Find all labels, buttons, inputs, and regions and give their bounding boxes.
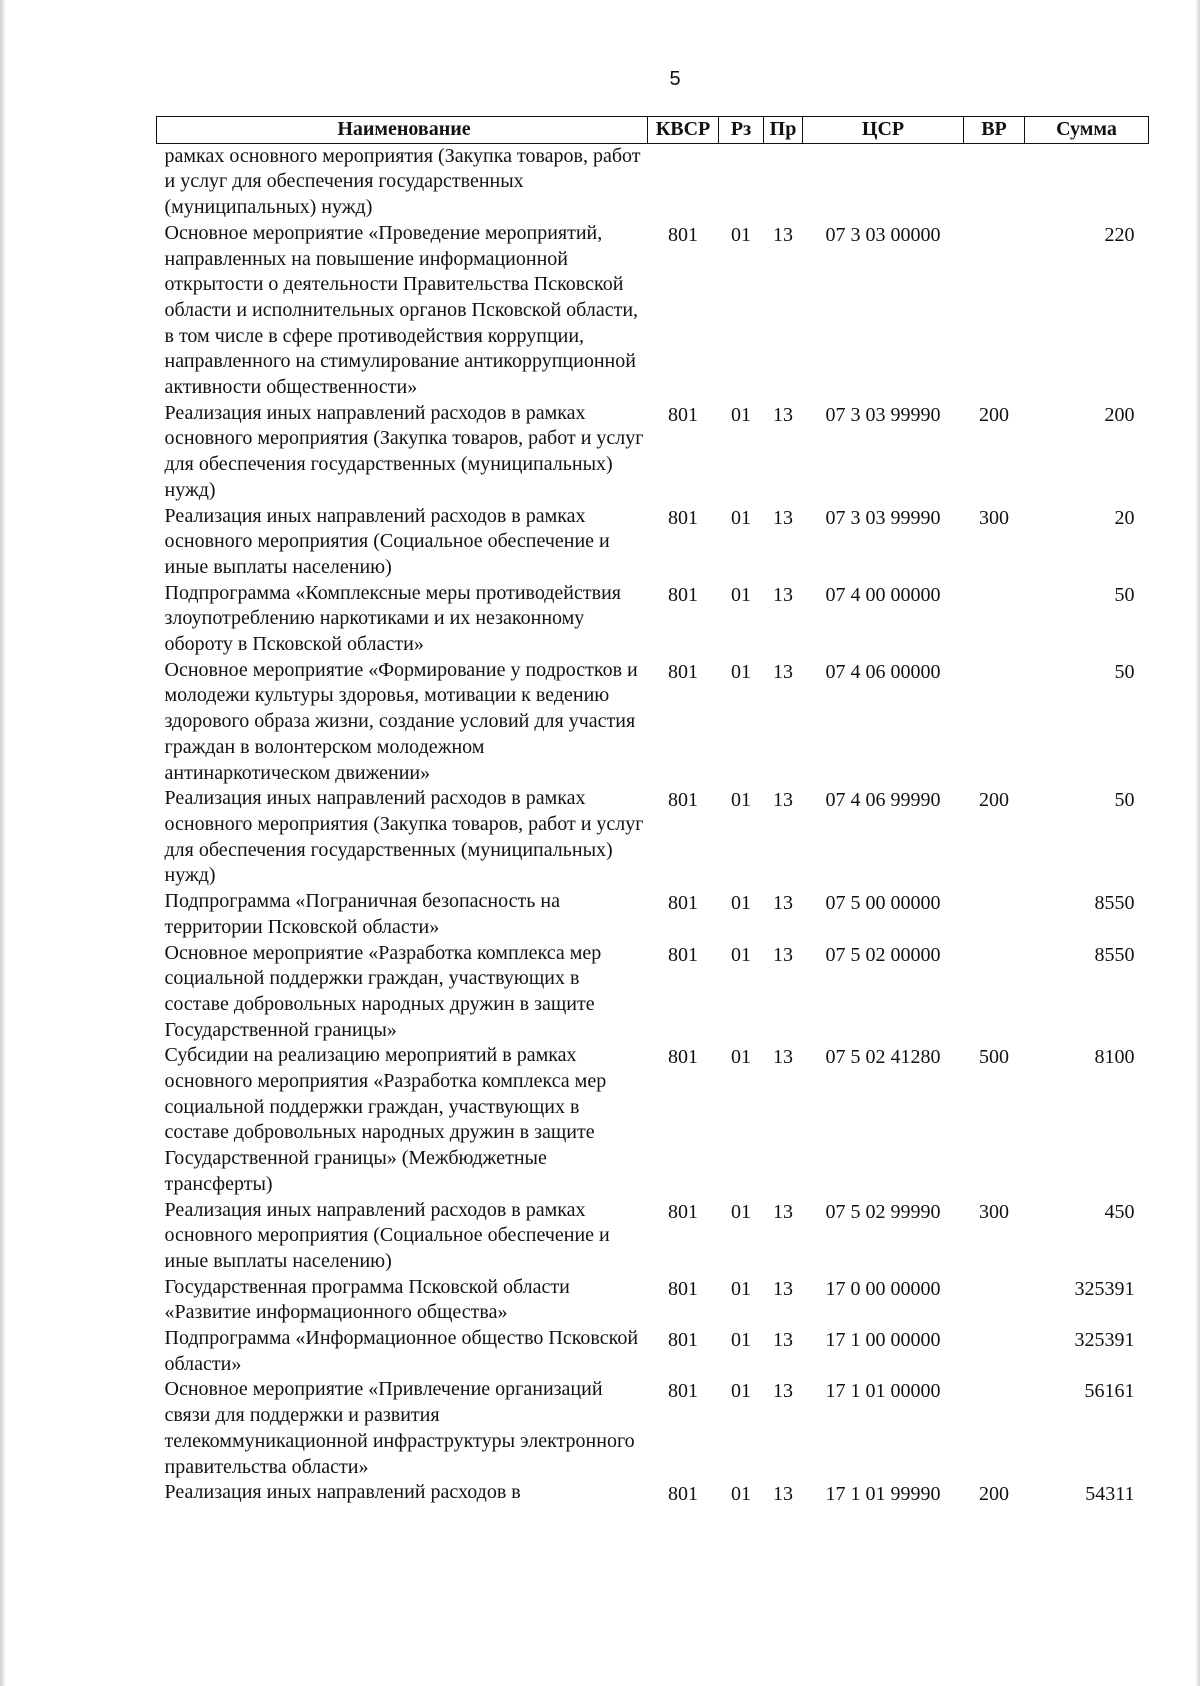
cell-kvsr: 801 [668, 1380, 698, 1403]
table-row [157, 504, 1149, 581]
cell-name: Подпрограмма «Пограничная безопасность на территории Псковской области» [164, 890, 560, 938]
cell-pr: 13 [773, 1277, 793, 1300]
cell-kvsr: 801 [668, 506, 698, 529]
cell-csr: 17 0 00 00000 [825, 1277, 941, 1300]
cell-vr [964, 1275, 1025, 1326]
cell-sum: 220 [1104, 223, 1135, 246]
cell-rz: 01 [731, 789, 751, 812]
cell-name: Основное мероприятие «Привлечение организаций связи для поддержки и развития телекоммуникационной инфраструктуры электронного правительства области» [164, 1378, 635, 1478]
cell-name: Государственная программа Псковской области «Развитие информационного общества» [164, 1275, 570, 1324]
cell-sum [1025, 143, 1149, 221]
cell-name: Реализация иных направлений расходов в рамках основного мероприятия (Социальное обеспечение и иные выплаты населению) [164, 1198, 610, 1272]
cell-vr: 200 [979, 403, 1009, 426]
cell-vr [964, 1326, 1025, 1377]
table-row [157, 941, 1149, 1044]
cell-name: Подпрограмма «Информационное общество Псковской области» [164, 1327, 639, 1375]
cell-pr: 13 [773, 1046, 793, 1069]
table-row [157, 1275, 1149, 1326]
cell-pr: 13 [773, 892, 793, 915]
cell-rz: 01 [731, 892, 751, 915]
table-row [157, 786, 1149, 889]
cell-pr: 13 [773, 583, 793, 606]
cell-csr: 07 3 03 99990 [825, 506, 941, 529]
cell-pr: 13 [773, 1380, 793, 1403]
table-header-row [157, 117, 1149, 144]
table-row [157, 1043, 1149, 1197]
cell-kvsr: 801 [668, 1046, 698, 1069]
cell-name: Реализация иных направлений расходов в рамках основного мероприятия (Социальное обеспечение и иные выплаты населению) [164, 504, 610, 578]
cell-rz: 01 [731, 1200, 751, 1223]
cell-sum: 50 [1114, 583, 1135, 606]
table-row [157, 658, 1149, 787]
cell-name: Субсидии на реализацию мероприятий в рамках основного мероприятия «Разработка комплекса мер социальной поддержки граждан, участвующих в составе добровольных народных дружин в защите Государственной границы» (Межбюджетные трансферты) [164, 1044, 607, 1195]
table-row [157, 581, 1149, 658]
cell-sum: 50 [1114, 789, 1135, 812]
header-pr: Пр [764, 117, 803, 144]
cell-sum: 325391 [1074, 1329, 1135, 1352]
table-row [157, 1480, 1149, 1508]
header-rz: Рз [719, 117, 764, 144]
cell-kvsr [648, 143, 719, 221]
table-body [157, 143, 1149, 1508]
scan-edge-right [1195, 0, 1200, 1686]
cell-csr: 17 1 01 00000 [825, 1380, 941, 1403]
cell-pr: 13 [773, 1200, 793, 1223]
cell-rz: 01 [731, 943, 751, 966]
cell-csr [803, 143, 964, 221]
page-number: 5 [669, 68, 681, 90]
cell-sum: 450 [1104, 1200, 1135, 1223]
table-row [157, 1377, 1149, 1480]
cell-kvsr: 801 [668, 943, 698, 966]
cell-vr [964, 221, 1025, 401]
cell-pr: 13 [773, 789, 793, 812]
cell-sum: 20 [1114, 506, 1135, 529]
cell-sum: 8550 [1094, 943, 1135, 966]
cell-pr: 13 [773, 1483, 793, 1506]
cell-pr: 13 [773, 1329, 793, 1352]
cell-sum: 50 [1114, 660, 1135, 683]
cell-sum: 8100 [1094, 1046, 1135, 1069]
cell-csr: 07 5 00 00000 [825, 892, 941, 915]
cell-csr: 07 4 06 00000 [825, 660, 941, 683]
cell-csr: 07 5 02 41280 [825, 1046, 941, 1069]
cell-name: Основное мероприятие «Проведение мероприятий, направленных на повышение информационной открытости о деятельности Правительства Псковской области и исполнительных органов Псковской области, в том числе в сфере противодействия коррупции, направленного на стимулирование антикоррупционной активности общественности» [164, 221, 639, 399]
cell-kvsr: 801 [668, 1329, 698, 1352]
cell-vr [964, 941, 1025, 1044]
cell-name: Основное мероприятие «Формирование у подростков и молодежи культуры здоровья, мотивации к ведению здорового образа жизни, создание условий для участия граждан в волонтерском молодежном антинаркотическом движении» [164, 658, 638, 784]
cell-pr: 13 [773, 943, 793, 966]
cell-sum: 8550 [1094, 892, 1135, 915]
cell-kvsr: 801 [668, 403, 698, 426]
cell-csr: 17 1 00 00000 [825, 1329, 941, 1352]
cell-rz: 01 [731, 583, 751, 606]
table-row [157, 143, 1149, 221]
cell-csr: 07 4 00 00000 [825, 583, 941, 606]
cell-vr: 300 [979, 1200, 1009, 1223]
cell-csr: 07 3 03 99990 [825, 403, 941, 426]
scan-edge-left [0, 0, 6, 1686]
cell-name: Основное мероприятие «Разработка комплекса мер социальной поддержки граждан, участвующих в составе добровольных народных дружин в защите Государственной границы» [164, 941, 602, 1041]
cell-vr: 200 [979, 789, 1009, 812]
cell-pr: 13 [773, 506, 793, 529]
cell-vr [964, 581, 1025, 658]
cell-sum: 56161 [1084, 1380, 1135, 1403]
cell-name: Реализация иных направлений расходов в рамках основного мероприятия (Закупка товаров, работ и услуг для обеспечения государственных (муниципальных) нужд) [164, 787, 644, 887]
cell-kvsr: 801 [668, 223, 698, 246]
cell-vr [964, 1377, 1025, 1480]
cell-pr: 13 [773, 403, 793, 426]
header-vr: ВР [964, 117, 1025, 144]
cell-name: Подпрограмма «Комплексные меры противодействия злоупотреблению наркотиками и их незаконному обороту в Псковской области» [164, 581, 621, 656]
table-row [157, 1198, 1149, 1275]
header-csr: ЦСР [803, 117, 964, 144]
cell-rz: 01 [731, 1329, 751, 1352]
cell-rz: 01 [731, 1046, 751, 1069]
cell-vr: 200 [979, 1483, 1009, 1506]
cell-name: рамках основного мероприятия (Закупка товаров, работ и услуг для обеспечения государственных (муниципальных) нужд) [164, 144, 641, 219]
cell-vr [964, 889, 1025, 940]
cell-rz: 01 [731, 403, 751, 426]
cell-pr: 13 [773, 223, 793, 246]
table-row [157, 401, 1149, 504]
cell-kvsr: 801 [668, 789, 698, 812]
cell-kvsr: 801 [668, 1483, 698, 1506]
cell-rz: 01 [731, 1483, 751, 1506]
cell-vr [964, 143, 1025, 221]
cell-sum: 54311 [1085, 1483, 1135, 1506]
cell-vr: 500 [979, 1046, 1009, 1069]
cell-kvsr: 801 [668, 1200, 698, 1223]
cell-kvsr: 801 [668, 660, 698, 683]
header-sum: Сумма [1025, 117, 1149, 144]
cell-vr [964, 658, 1025, 787]
cell-name: Реализация иных направлений расходов в [164, 1481, 521, 1504]
cell-rz [719, 143, 764, 221]
cell-sum: 200 [1104, 403, 1135, 426]
table-row [157, 221, 1149, 401]
cell-csr: 07 5 02 99990 [825, 1200, 941, 1223]
cell-rz: 01 [731, 660, 751, 683]
table-row [157, 1326, 1149, 1377]
cell-rz: 01 [731, 223, 751, 246]
cell-pr: 13 [773, 660, 793, 683]
cell-kvsr: 801 [668, 892, 698, 915]
cell-rz: 01 [731, 1277, 751, 1300]
header-kvsr: КВСР [648, 117, 719, 144]
header-name: Наименование [157, 117, 648, 144]
cell-name: Реализация иных направлений расходов в рамках основного мероприятия (Закупка товаров, работ и услуг для обеспечения государственных (муниципальных) нужд) [164, 401, 644, 501]
cell-kvsr: 801 [668, 583, 698, 606]
cell-csr: 07 3 03 00000 [825, 223, 941, 246]
table-row [157, 889, 1149, 940]
cell-kvsr: 801 [668, 1277, 698, 1300]
cell-vr: 300 [979, 506, 1009, 529]
cell-sum: 325391 [1074, 1277, 1135, 1300]
cell-csr: 07 4 06 99990 [825, 789, 941, 812]
cell-csr: 07 5 02 00000 [825, 943, 941, 966]
budget-table [156, 116, 1149, 1508]
cell-pr [764, 143, 803, 221]
cell-rz: 01 [731, 506, 751, 529]
cell-csr: 17 1 01 99990 [825, 1483, 941, 1506]
cell-rz: 01 [731, 1380, 751, 1403]
